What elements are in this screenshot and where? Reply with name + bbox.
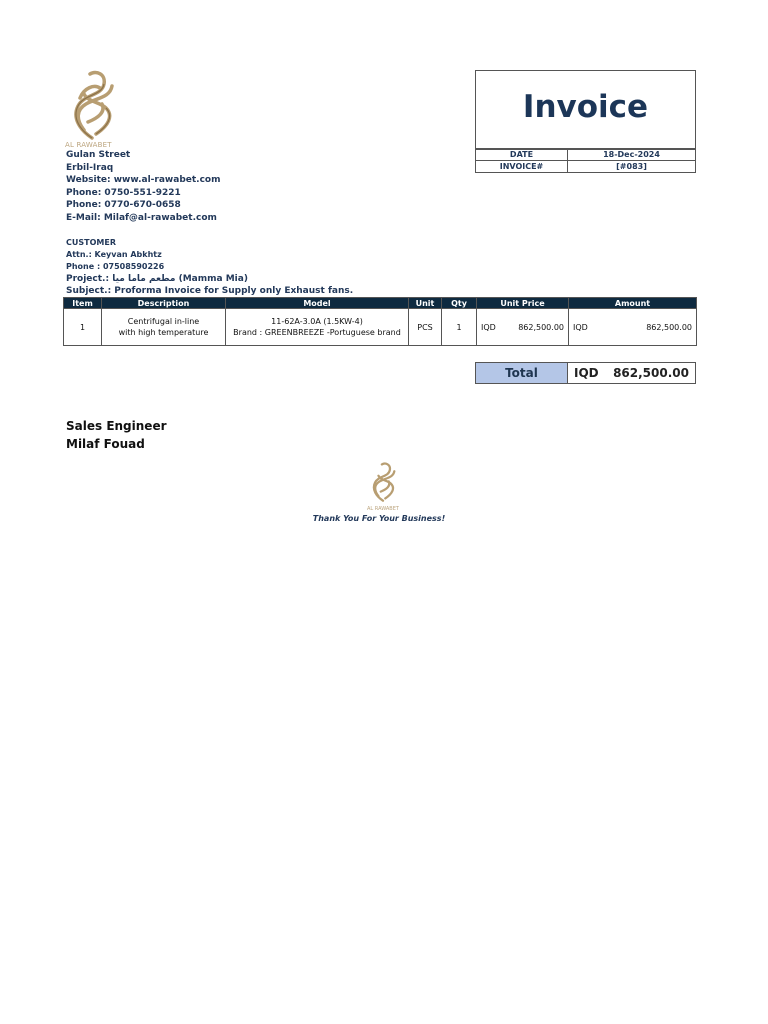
invoice-number-row: [476, 161, 696, 173]
al-rawabet-logo-icon: [62, 68, 122, 142]
total-value: 862,500.00: [613, 366, 689, 380]
description-line-2: with high temperature: [118, 328, 209, 337]
thank-you-message: Thank You For Your Business!: [312, 514, 446, 523]
date-label: DATE: [476, 149, 568, 161]
customer-phone: Phone : 07508590226: [66, 262, 165, 271]
amount-currency: IQD: [573, 322, 588, 332]
items-table: [63, 297, 697, 346]
header-qty: Qty: [442, 298, 477, 309]
invoice-number-label: INVOICE#: [476, 161, 568, 173]
cell-qty: 1: [442, 309, 477, 346]
total-amount: [568, 363, 696, 384]
company-info: [66, 149, 220, 225]
cell-model: [226, 309, 409, 346]
description-line-1: Centrifugal in-line: [127, 317, 200, 326]
invoice-meta-table: [475, 148, 696, 173]
total-currency: IQD: [574, 366, 599, 380]
cell-description: [102, 309, 226, 346]
header-unit-price: Unit Price: [477, 298, 569, 309]
amount-value: 862,500.00: [646, 322, 692, 332]
company-logo: [62, 68, 122, 150]
total-label: Total: [476, 363, 568, 384]
header-unit: Unit: [409, 298, 442, 309]
cell-unit: PCS: [409, 309, 442, 346]
header-model: Model: [226, 298, 409, 309]
unit-price-currency: IQD: [481, 322, 496, 332]
company-phone-1: Phone: 0750-551-9221: [66, 187, 181, 198]
total-row: [476, 363, 696, 384]
footer-logo: [366, 458, 400, 506]
invoice-title: Invoice: [522, 89, 649, 125]
footer-logo-text: AL RAWABET: [367, 506, 399, 512]
signature-role: Sales Engineer: [66, 419, 167, 433]
cell-item: 1: [64, 309, 102, 346]
date-row: [476, 149, 696, 161]
header-item: Item: [64, 298, 102, 309]
signature-name: Milaf Fouad: [66, 437, 145, 451]
company-street: Gulan Street: [66, 150, 131, 160]
customer-heading: CUSTOMER: [66, 238, 116, 247]
customer-attn: Attn.: Keyvan Abkhtz: [66, 250, 162, 259]
customer-subject: Subject.: Proforma Invoice for Supply only Exhaust fans.: [66, 286, 354, 296]
invoice-number-value: [#083]: [568, 161, 696, 173]
items-header-row: [64, 298, 697, 309]
company-email: E-Mail: Milaf@al-rawabet.com: [66, 212, 217, 223]
model-line-2: Brand : GREENBREEZE -Portuguese brand: [233, 328, 401, 337]
company-city: Erbil-Iraq: [66, 162, 114, 173]
total-table: [475, 362, 696, 384]
signature-block: [66, 417, 167, 453]
unit-price-value: 862,500.00: [518, 322, 564, 332]
invoice-title-box: [475, 70, 696, 150]
logo-text: AL RAWABET: [65, 141, 112, 149]
customer-project: Project.: مطعم ماما ميا (Mamma Mia): [66, 274, 248, 284]
cell-amount: [569, 309, 697, 346]
al-rawabet-footer-logo-icon: [366, 458, 400, 506]
cell-unit-price: [477, 309, 569, 346]
company-website: Website: www.al-rawabet.com: [66, 175, 221, 186]
table-row: [64, 309, 697, 346]
header-amount: Amount: [569, 298, 697, 309]
model-line-1: 11-62A-3.0A (1.5KW-4): [271, 317, 363, 326]
company-phone-2: Phone: 0770-670-0658: [66, 200, 181, 211]
header-description: Description: [102, 298, 226, 309]
date-value: 18-Dec-2024: [568, 149, 696, 161]
customer-info: [66, 237, 353, 297]
